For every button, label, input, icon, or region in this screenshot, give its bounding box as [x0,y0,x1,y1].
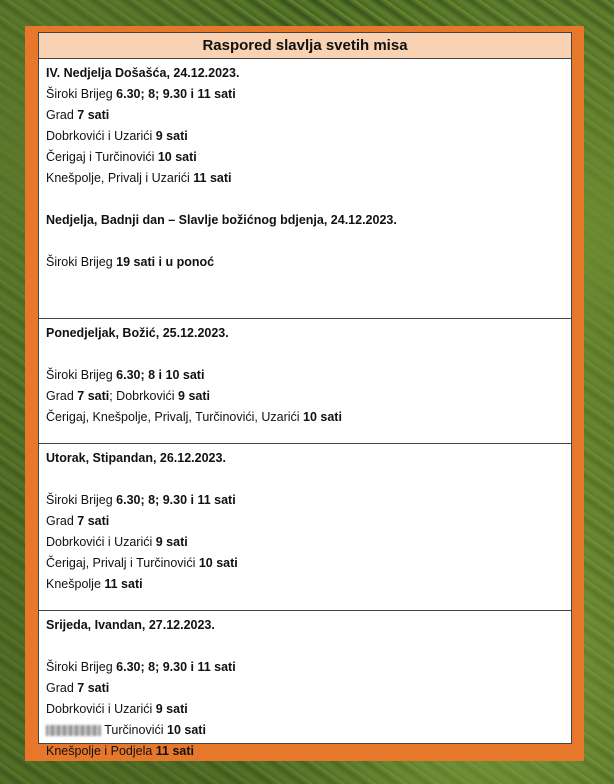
schedule-line: Knešpolje, Privalj i Uzarići 11 sati [46,171,232,185]
section-heading: IV. Nedjelja Došašća, 24.12.2023. [46,66,240,80]
schedule-line: Grad 7 sati [46,514,110,528]
schedule-line: Turčinovići 10 sati [46,720,564,741]
schedule-section-christmas [39,319,571,444]
schedule-line: Dobrkovići i Uzarići 9 sati [46,702,188,716]
schedule-line: Dobrkovići i Uzarići 9 sati [46,129,188,143]
section-heading: Srijeda, Ivandan, 27.12.2023. [46,618,215,632]
schedule-line: Čerigaj, Knešpolje, Privalj, Turčinovići, Uzarići 10 sati [46,410,342,424]
schedule-section-st-stephen [39,444,571,611]
schedule-line: Grad 7 sati [46,681,110,695]
schedule-line: Široki Brijeg 19 sati i u ponoć [46,255,215,269]
schedule-section-advent-sunday [39,59,571,319]
schedule-line: Široki Brijeg 6.30; 8; 9.30 i 11 sati [46,87,236,101]
schedule-line: Grad 7 sati [46,108,110,122]
schedule-line: Dobrkovići i Uzarići 9 sati [46,535,188,549]
schedule-line: Čerigaj i Turčinovići 10 sati [46,150,197,164]
schedule-line: Široki Brijeg 6.30; 8; 9.30 i 11 sati [46,493,236,507]
schedule-section-st-john [39,611,571,768]
mass-schedule-document [38,32,572,758]
schedule-line: Široki Brijeg 6.30; 8 i 10 sati [46,368,205,382]
section-heading: Utorak, Stipandan, 26.12.2023. [46,451,226,465]
redacted-text [46,725,101,736]
schedule-line: Knešpolje 11 sati [46,577,143,591]
page-title: Raspored slavlja svetih misa [39,33,571,59]
section-heading: Nedjelja, Badnji dan – Slavlje božićnog bdjenja, 24.12.2023. [46,213,397,227]
schedule-line: Čerigaj, Privalj i Turčinovići 10 sati [46,556,238,570]
schedule-line: Grad 7 sati; Dobrkovići 9 sati [46,389,210,403]
schedule-line: Široki Brijeg 6.30; 8; 9.30 i 11 sati [46,660,236,674]
schedule-line: Knešpolje i Podjela 11 sati [46,744,195,758]
section-heading: Ponedjeljak, Božić, 25.12.2023. [46,326,229,340]
